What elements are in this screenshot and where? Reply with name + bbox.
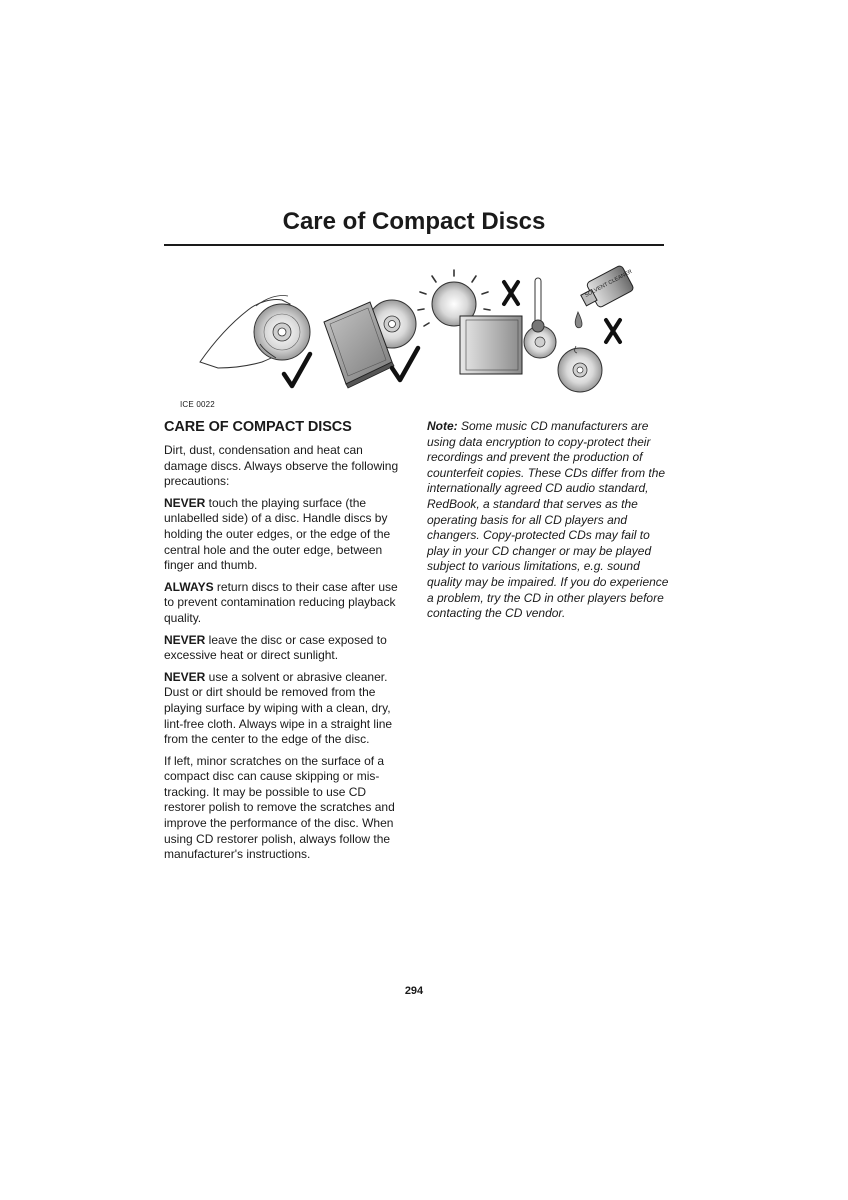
keyword-always: ALWAYS [164,579,214,594]
figure-code: ICE 0022 [180,400,215,409]
cross-icon [606,320,620,342]
precaution-text: use a solvent or abrasive cleaner. Dust or dirt should be removed from the playing surface by wiping with a clean, dry, lint-free cloth. Always wipe in a straight line from the center to the edge of the disc. [164,669,393,747]
copy-protection-note [427,419,669,622]
precaution-text: leave the disc or case exposed to excessive heat or direct sunlight. [164,632,387,663]
hand-holding-disc-illustration [200,295,310,368]
page-title: Care of Compact Discs [282,208,546,235]
precaution-touch [164,496,400,574]
precaution-text: touch the playing surface (the unlabelled side) of a disc. Handle discs by holding the outer edges, or the edge of the central hole and the outer edge, between finger and thumb. [164,495,391,573]
keyword-never: NEVER [164,632,206,647]
cd-care-illustration [196,262,656,402]
keyword-never: NEVER [164,669,206,684]
note-text: Some music CD manufacturers are using data encryption to copy-protect their recordings and prevent the production of counterfeit copies. These CDs differ from the internationally agreed CD audio standard, RedBook, a standard that serves as the operating basis for all CD players and changers. Copy-protected CDs may fail to play in your CD changer or may be played subject to various limitations, e.g. sound quality may be impaired. If you do experience a problem, try the CD in other players before contacting the CD vendor. [427,419,669,621]
scratches-paragraph: If left, minor scratches on the surface of a compact disc can cause skipping or mis-tracking. It may be possible to use CD restorer polish to remove the scratches and improve the performance of the disc. When using CD restorer polish, always follow the manufacturer's instructions. [164,753,395,862]
page-number: 294 [404,985,424,997]
section-heading: CARE OF COMPACT DISCS [164,419,352,435]
precaution-heat [164,633,400,664]
thermometer-icon [532,278,544,332]
note-label: Note: [427,419,458,433]
precaution-return [164,580,400,627]
precaution-solvent [164,670,400,748]
precaution-text: return discs to their case after use to prevent contamination reducing playback quality. [164,579,398,625]
left-column [164,418,400,869]
right-column [427,419,669,622]
keyword-never: NEVER [164,495,206,510]
cross-icon [504,282,518,304]
check-icon [392,348,418,380]
title-rule [164,244,664,246]
solvent-bottle-icon [558,262,640,392]
intro-paragraph: Dirt, dust, condensation and heat can damage discs. Always observe the following precautions: [164,443,399,489]
bottle-label: SOLVENT CLEANER [584,268,634,299]
